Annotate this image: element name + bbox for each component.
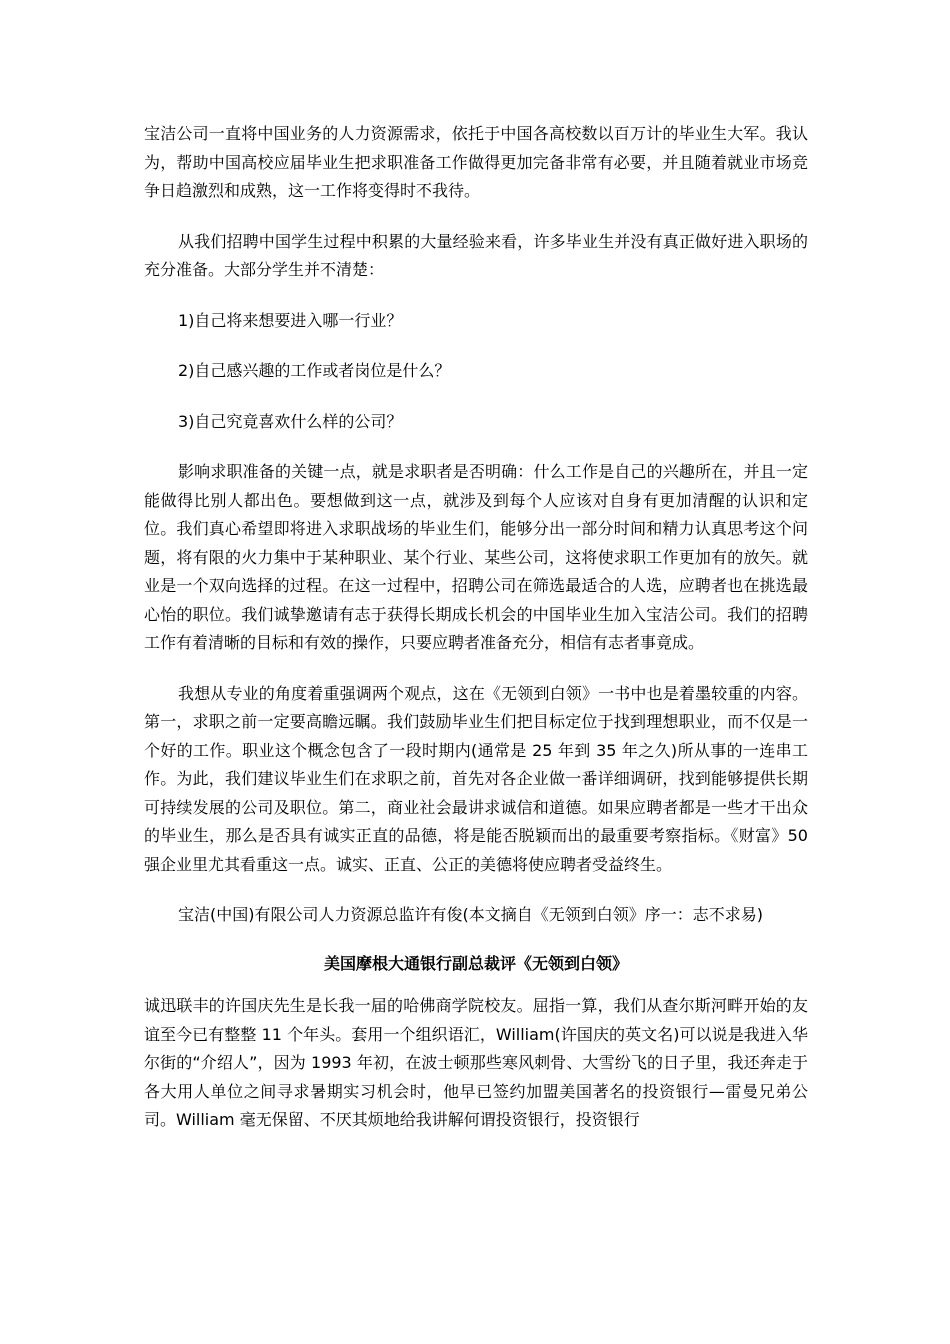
section-heading: 美国摩根大通银行副总裁评《无领到白领》 (323, 953, 628, 973)
question-item-3: 3)自己究竟喜欢什么样的公司？ (178, 411, 403, 431)
question-item-1: 1)自己将来想要进入哪一行业？ (178, 310, 403, 330)
signature-line: 宝洁(中国)有限公司人力资源总监许有俊(本文摘自《无领到白领》序一：志不求易) (178, 905, 763, 924)
key-point-paragraph: 影响求职准备的关键一点，就是求职者是否明确：什么工作是自己的兴趣所在，并且一定能做得比别人都出色。要想做到这一点，就涉及到每个人应该对自身有更加清醒的认识和定位。我们真心希望即将进入求职战场的毕业生们，能够分出一部分时间和精力认真思考这个问题，将有限的火力集中于某种职业、某个行业、某些公司，这将使求职工作更加有的放矢。就业是一个双向选择的过程。在这一过程中，招聘公司在筛选最适合的人选，应聘者也在挑选最心怡的职位。我们诚挚邀请有志于获得长期成长机会的中国毕业生加入宝洁公司。我们的招聘工作有着清晰的目标和有效的操作，只要应聘者准备充分，相信有志者事竟成。 (144, 462, 808, 652)
review-paragraph: 诚迅联丰的许国庆先生是长我一届的哈佛商学院校友。屈指一算，我们从查尔斯河畔开始的友谊至今已有整整 11 个年头。套用一个组织语汇，William(许国庆的英文名)可以说是我进入华尔街的“介绍人”，因为 1993 年初，在波士顿那些寒风刺骨、大雪纷飞的日子里，我还奔走于各大用人单位之间寻求暑期实习机会时，他早已签约加盟美国著名的投资银行—雷曼兄弟公司。William 毫无保留、不厌其烦地给我讲解何谓投资银行，投资银行 (144, 996, 808, 1129)
experience-paragraph: 从我们招聘中国学生过程中积累的大量经验来看，许多毕业生并没有真正做好进入职场的充分准备。大部分学生并不清楚： (144, 231, 808, 279)
intro-paragraph: 宝洁公司一直将中国业务的人力资源需求，依托于中国各高校数以百万计的毕业生大军。我认为，帮助中国高校应届毕业生把求职准备工作做得更加完备非常有必要，并且随着就业市场竞争日趋激烈和成熟，这一工作将变得时不我待。 (144, 124, 808, 200)
document-page (144, 120, 808, 1135)
question-item-2: 2)自己感兴趣的工作或者岗位是什么？ (178, 361, 451, 380)
viewpoints-paragraph: 我想从专业的角度着重强调两个观点，这在《无领到白领》一书中也是着墨较重的内容。第一，求职之前一定要高瞻远瞩。我们鼓励毕业生们把目标定位于找到理想职业，而不仅是一个好的工作。职业这个概念包含了一段时期内(通常是 25 年到 35 年之久)所从事的一连串工作。为此，我们建议毕业生们在求职之前，首先对各企业做一番详细调研，找到能够提供长期可持续发展的公司及职位。第二，商业社会最讲求诚信和道德。如果应聘者都是一些才干出众的毕业生，那么是否具有诚实正直的品德，将是能否脱颖而出的最重要考察指标。《财富》50 强企业里尤其看重这一点。诚实、正直、公正的美德将使应聘者受益终生。 (144, 683, 808, 874)
